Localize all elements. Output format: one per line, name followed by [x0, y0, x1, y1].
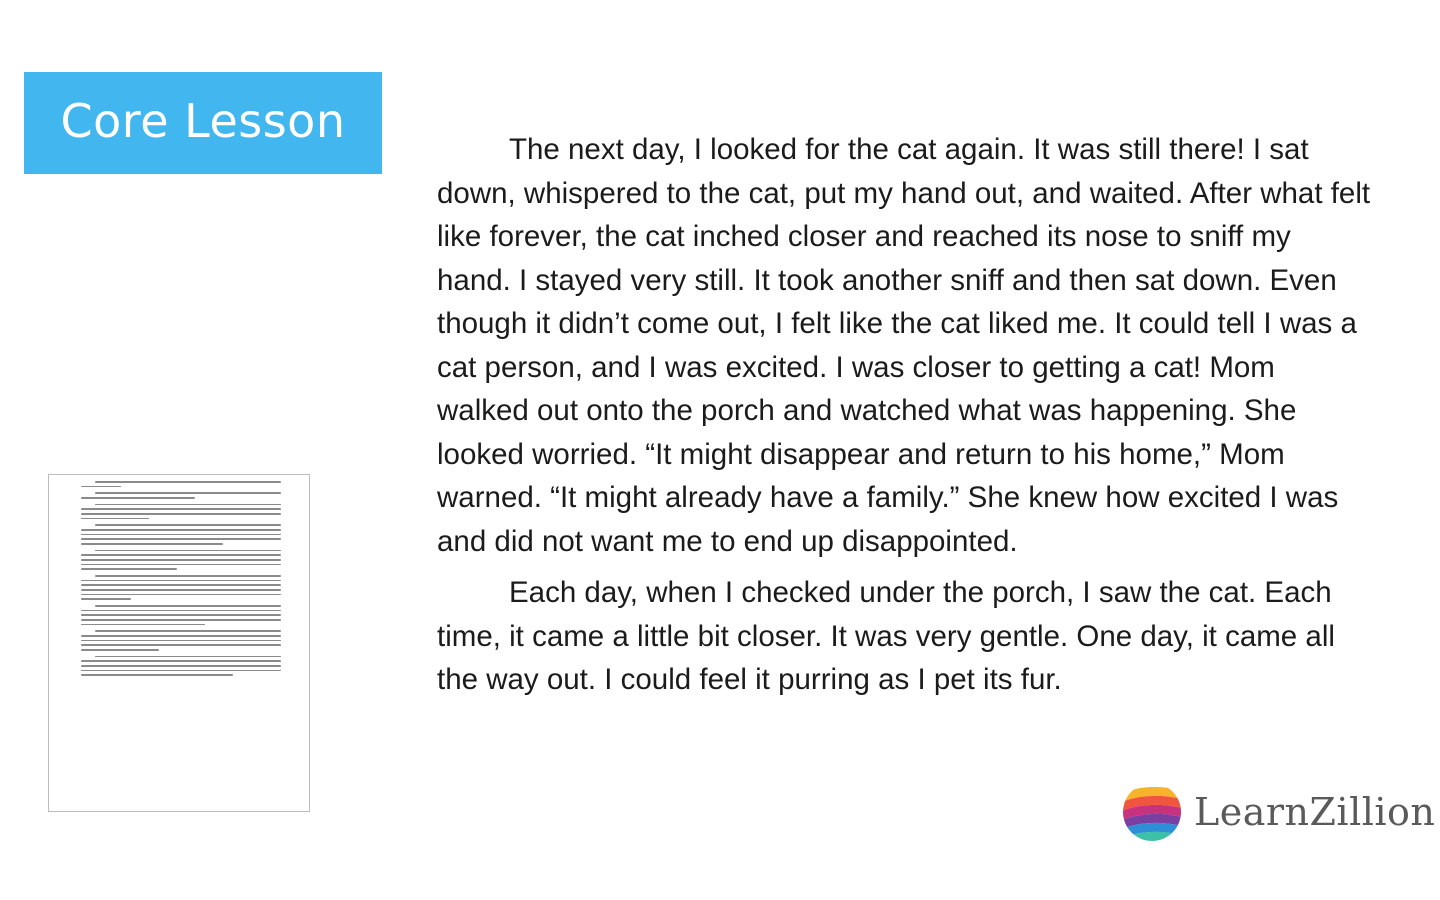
thumbnail-line [81, 534, 281, 536]
thumbnail-line [81, 644, 281, 646]
thumbnail-line [81, 564, 281, 566]
passage-paragraph-1: The next day, I looked for the cat again. It was still there! I sat down, whispered to the cat, put my hand out, and waited. After what felt like forever, the cat inched closer and reached its nose to sniff my hand. I stayed very still. It took another sniff and then sat down. Even though it didn’t come out, I felt like the cat liked me. It could tell I was a cat person, and I was excited. I was closer to getting a cat! Mom walked out onto the porch and watched what was happening. She looked worried. “It might disappear and return to his home,” Mom warned. “It might already have a family.” She knew how excited I was and did not want me to end up disappointed. [437, 133, 1371, 558]
thumbnail-line [95, 504, 281, 506]
thumbnail-line [95, 575, 281, 577]
thumbnail-text-lines [81, 481, 281, 681]
thumbnail-line [81, 624, 205, 626]
thumbnail-line [81, 660, 281, 662]
thumbnail-line [81, 674, 233, 676]
thumbnail-line [81, 640, 281, 642]
logo-wordmark: LearnZillion [1194, 790, 1436, 834]
thumbnail-line [81, 665, 281, 667]
thumbnail-line [81, 543, 223, 545]
thumbnail-line [81, 610, 281, 612]
learnzillion-logo [1122, 780, 1436, 844]
thumbnail-line [81, 614, 281, 616]
thumbnail-paragraph [81, 524, 281, 544]
thumbnail-line [81, 589, 281, 591]
passage-paragraph-2: Each day, when I checked under the porch, I saw the cat. Each time, it came a little bit closer. It was very gentle. One day, it came all the way out. I could feel it purring as I pet its fur. [437, 576, 1335, 696]
thumbnail-line [81, 598, 131, 600]
thumbnail-line [81, 559, 281, 561]
thumbnail-paragraph [81, 481, 281, 487]
thumbnail-paragraph [81, 550, 281, 570]
thumbnail-line [81, 635, 281, 637]
thumbnail-line [81, 649, 159, 651]
thumbnail-paragraph [81, 656, 281, 676]
thumbnail-paragraph [81, 504, 281, 520]
thumbnail-line [95, 492, 281, 494]
document-page-thumbnail [48, 474, 310, 812]
thumbnail-line [95, 550, 281, 552]
reading-passage [437, 128, 1372, 710]
thumbnail-paragraph [81, 605, 281, 625]
thumbnail-line [95, 524, 281, 526]
core-lesson-banner [24, 72, 382, 174]
thumbnail-paragraph [81, 492, 281, 498]
thumbnail-line [81, 584, 281, 586]
thumbnail-line [81, 508, 281, 510]
thumbnail-line [81, 518, 149, 520]
thumbnail-paragraph [81, 630, 281, 650]
thumbnail-line [95, 630, 281, 632]
thumbnail-line [95, 656, 281, 658]
thumbnail-line [81, 529, 281, 531]
thumbnail-line [81, 580, 281, 582]
thumbnail-line [81, 513, 281, 515]
thumbnail-line [95, 481, 281, 483]
thumbnail-line [95, 605, 281, 607]
thumbnail-line [81, 619, 281, 621]
thumbnail-line [81, 568, 177, 570]
banner-title: Core Lesson [60, 94, 346, 148]
thumbnail-line [81, 538, 281, 540]
thumbnail-line [81, 497, 195, 499]
thumbnail-line [81, 670, 281, 672]
thumbnail-paragraph [81, 575, 281, 600]
thumbnail-line [81, 486, 121, 488]
learnzillion-logo-icon [1122, 782, 1182, 842]
thumbnail-line [81, 594, 281, 596]
thumbnail-line [81, 554, 281, 556]
